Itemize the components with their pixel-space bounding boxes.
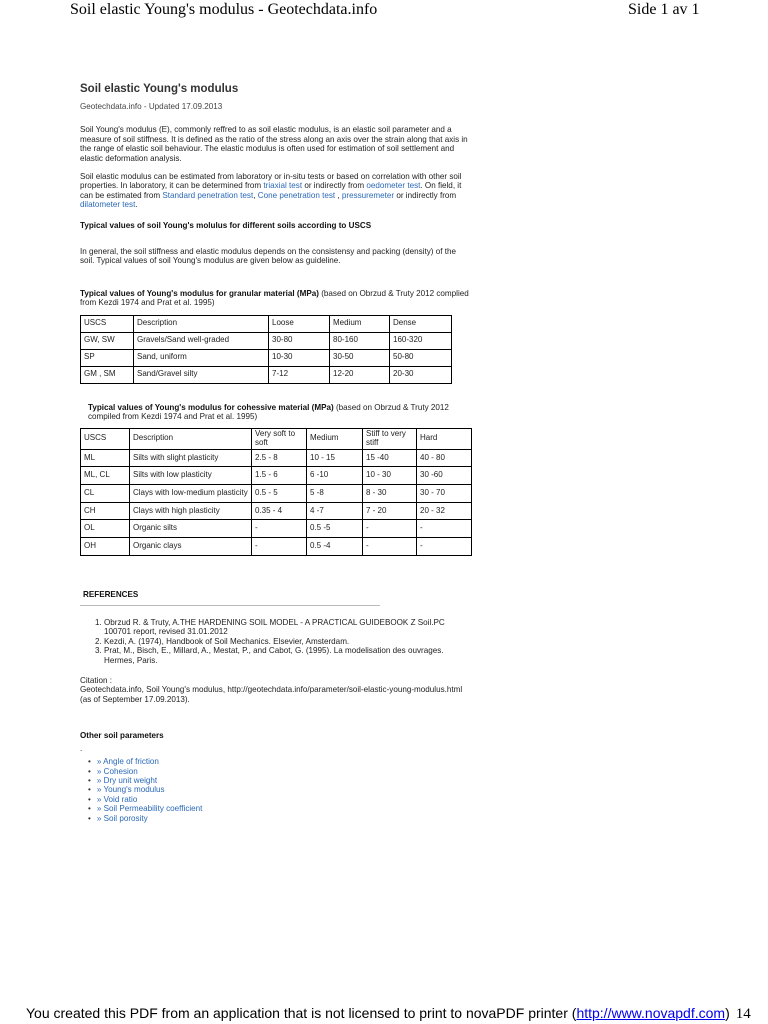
- table-cell: 80-160: [330, 332, 390, 349]
- table-cell: Sand/Gravel silty: [134, 366, 269, 383]
- table-cell: 7 - 20: [363, 502, 417, 520]
- table-cell: 5 -8: [307, 484, 363, 502]
- list-item: [98, 767, 472, 776]
- table-cell: OH: [81, 537, 130, 555]
- table-cell: Silts with slight plasticity: [130, 449, 252, 467]
- table-cell: Organic clays: [130, 537, 252, 555]
- header-cell: USCS: [81, 428, 130, 449]
- link-dilatometer-test[interactable]: dilatometer test: [80, 200, 136, 210]
- other-parameters-heading: Other soil parameters: [80, 731, 164, 741]
- references-divider: [80, 605, 380, 606]
- table-cell: 50-80: [390, 349, 452, 366]
- table-cell: 0.35 - 4: [252, 502, 307, 520]
- page-number: 14: [735, 1006, 751, 1022]
- updated-line: Geotechdata.info - Updated 17.09.2013: [80, 102, 223, 111]
- print-header-title: Soil elastic Young's modulus - Geotechdata.info: [70, 1, 378, 18]
- link-permeability-coefficient[interactable]: » Soil Permeability coefficient: [96, 804, 203, 814]
- table-cell: OL: [81, 520, 130, 538]
- header-cell: Medium: [307, 428, 363, 449]
- table-row: [81, 467, 472, 485]
- table-cell: Organic silts: [130, 520, 252, 538]
- header-cell: Loose: [269, 315, 330, 332]
- table-cell: -: [252, 537, 307, 555]
- link-soil-porosity[interactable]: » Soil porosity: [96, 813, 148, 823]
- table-cell: GW, SW: [81, 332, 134, 349]
- table-row: [81, 332, 452, 349]
- print-header-page: Side 1 av 1: [628, 1, 700, 18]
- article-title: Soil elastic Young's modulus: [80, 83, 239, 95]
- table-cell: 0.5 - 5: [252, 484, 307, 502]
- table-cell: 30-80: [269, 332, 330, 349]
- list-item: [98, 785, 472, 794]
- table-cell: SP: [81, 349, 134, 366]
- uscs-section-heading: Typical values of soil Young's molulus for different soils according to USCS: [80, 220, 372, 230]
- references-list: [80, 618, 472, 665]
- table-cell: CL: [81, 484, 130, 502]
- list-item: [98, 804, 472, 813]
- table-cell: 30-50: [330, 349, 390, 366]
- table-row: [81, 502, 472, 520]
- table-cell: Clays with low-medium plasticity: [130, 484, 252, 502]
- table-cell: 15 -40: [363, 449, 417, 467]
- header-cell: Stiff to very stiff: [363, 428, 417, 449]
- link-oedometer-test[interactable]: oedometer test: [366, 181, 421, 191]
- link-pressuremeter[interactable]: pressuremeter: [341, 190, 395, 200]
- table-cell: ML: [81, 449, 130, 467]
- table-cell: CH: [81, 502, 130, 520]
- list-item: [98, 795, 472, 804]
- table-cell: -: [363, 537, 417, 555]
- table-cell: 2.5 - 8: [252, 449, 307, 467]
- table-cell: 30 - 70: [417, 484, 472, 502]
- table-cell: ML, CL: [81, 467, 130, 485]
- table-header-row: [81, 428, 472, 449]
- table-cell: 6 -10: [307, 467, 363, 485]
- estimation-paragraph: Soil elastic modulus can be estimated from laboratory or in-situ tests or based on correlation with other soil properties. In laboratory, it can be determined from triaxial test or indirectly from oedometer test. On field, it can be estimated from Standard penetration test, Cone penetration test , pressuremeter or indirectly from dilatometer test.: [80, 172, 462, 210]
- reference-item: 1. Obrzud R. & Truty, A.THE HARDENING SOIL MODEL - A PRACTICAL GUIDEBOOK Z Soil.PC 100701 report, revised 31.01.2012: [104, 618, 472, 637]
- header-cell: Hard: [417, 428, 472, 449]
- list-item: [98, 776, 472, 785]
- citation-text: Geotechdata.info, Soil Young's modulus, http://geotechdata.info/parameter/soil-elastic-young-modulus.html (as of September 17.09.2013).: [80, 685, 463, 704]
- table-cell: 12-20: [330, 366, 390, 383]
- table-row: [81, 537, 472, 555]
- table-row: [81, 366, 452, 383]
- novapdf-link[interactable]: http://www.novapdf.com: [576, 1005, 726, 1021]
- link-cohesion[interactable]: » Cohesion: [96, 766, 138, 776]
- table-cell: 4 -7: [307, 502, 363, 520]
- link-cone-penetration-test[interactable]: Cone penetration test: [257, 190, 336, 200]
- table-cell: 0.5 -4: [307, 537, 363, 555]
- table-header-row: [81, 315, 452, 332]
- citation-label: Citation :: [80, 676, 112, 686]
- table-cell: -: [363, 520, 417, 538]
- references-heading: REFERENCES: [83, 589, 139, 599]
- table-cell: Sand, uniform: [134, 349, 269, 366]
- guideline-paragraph: In general, the soil stiffness and elastic modulus depends on the consistensy and packing (density) of the soil. Typical values of soil Young's modulus are given below as guideline.: [80, 247, 456, 266]
- table-cell: 7-12: [269, 366, 330, 383]
- link-void-ratio[interactable]: » Void ratio: [96, 794, 138, 804]
- reference-item: 3. Prat, M., Bisch, E., Millard, A., Mestat, P., and Cabot, G. (1995). La modelisation des ouvrages. Hermes, Paris.: [104, 646, 472, 665]
- other-parameters-dot: .: [80, 743, 83, 753]
- table-cell: -: [417, 520, 472, 538]
- link-youngs-modulus[interactable]: » Young's modulus: [96, 785, 165, 795]
- header-cell: Medium: [330, 315, 390, 332]
- granular-modulus-table: [80, 315, 452, 384]
- link-triaxial-test[interactable]: triaxial test: [263, 181, 303, 191]
- table-cell: 160-320: [390, 332, 452, 349]
- cohesive-table-caption: Typical values of Young's modulus for cohessive material (MPa) (based on Obrzud & Truty 2012 compiled from Kezdi 1974 and Prat et al. 1995): [88, 402, 449, 422]
- header-cell: Very soft to soft: [252, 428, 307, 449]
- table-cell: 0.5 -5: [307, 520, 363, 538]
- table-cell: Gravels/Sand well-graded: [134, 332, 269, 349]
- cohesive-modulus-table: [80, 428, 472, 556]
- other-parameters-list: [80, 757, 472, 823]
- table-cell: Clays with high plasticity: [130, 502, 252, 520]
- link-dry-unit-weight[interactable]: » Dry unit weight: [96, 775, 158, 785]
- table-cell: 10 - 15: [307, 449, 363, 467]
- table-row: [81, 484, 472, 502]
- header-cell: Description: [134, 315, 269, 332]
- table-row: [81, 349, 452, 366]
- table-cell: -: [417, 537, 472, 555]
- table-cell: 20 - 32: [417, 502, 472, 520]
- table-cell: GM , SM: [81, 366, 134, 383]
- link-angle-of-friction[interactable]: » Angle of friction: [96, 757, 159, 767]
- table-cell: 1.5 - 6: [252, 467, 307, 485]
- header-cell: Dense: [390, 315, 452, 332]
- table-cell: 10 - 30: [363, 467, 417, 485]
- table-cell: 30 -60: [417, 467, 472, 485]
- table-cell: 20-30: [390, 366, 452, 383]
- header-cell: USCS: [81, 315, 134, 332]
- table-row: [81, 449, 472, 467]
- table-cell: 8 - 30: [363, 484, 417, 502]
- table-cell: Silts with low plasticity: [130, 467, 252, 485]
- table-row: [81, 520, 472, 538]
- article: [80, 82, 472, 823]
- granular-table-caption: Typical values of Young's modulus for granular material (MPa) (based on Obrzud & Truty 2012 complied from Kezdi 1974 and Prat et al. 1995): [80, 288, 469, 308]
- list-item: [98, 757, 472, 766]
- intro-paragraph: Soil Young's modulus (E), commonly reffred to as soil elastic modulus, is an elastic soil parameter and a measure of soil stiffness. It is defined as the ratio of the stress along an axis over the strain along that axis in the range of elastic soil behaviour. The elastic modulus is often used for estimation of soil settlement and elastic deformation analysis.: [80, 125, 468, 163]
- table-cell: 10-30: [269, 349, 330, 366]
- novapdf-footer: You created this PDF from an application that is not licensed to print to novaPDF printer (http://www.novapdf.com) 14: [26, 1005, 751, 1022]
- header-cell: Description: [130, 428, 252, 449]
- table-cell: 40 - 80: [417, 449, 472, 467]
- link-standard-penetration-test[interactable]: Standard penetration test: [162, 190, 254, 200]
- table-cell: -: [252, 520, 307, 538]
- print-header: [0, 0, 768, 20]
- reference-item: 2. Kezdi, A. (1974), Handbook of Soil Mechanics. Elsevier, Amsterdam.: [104, 637, 472, 646]
- list-item: [98, 814, 472, 823]
